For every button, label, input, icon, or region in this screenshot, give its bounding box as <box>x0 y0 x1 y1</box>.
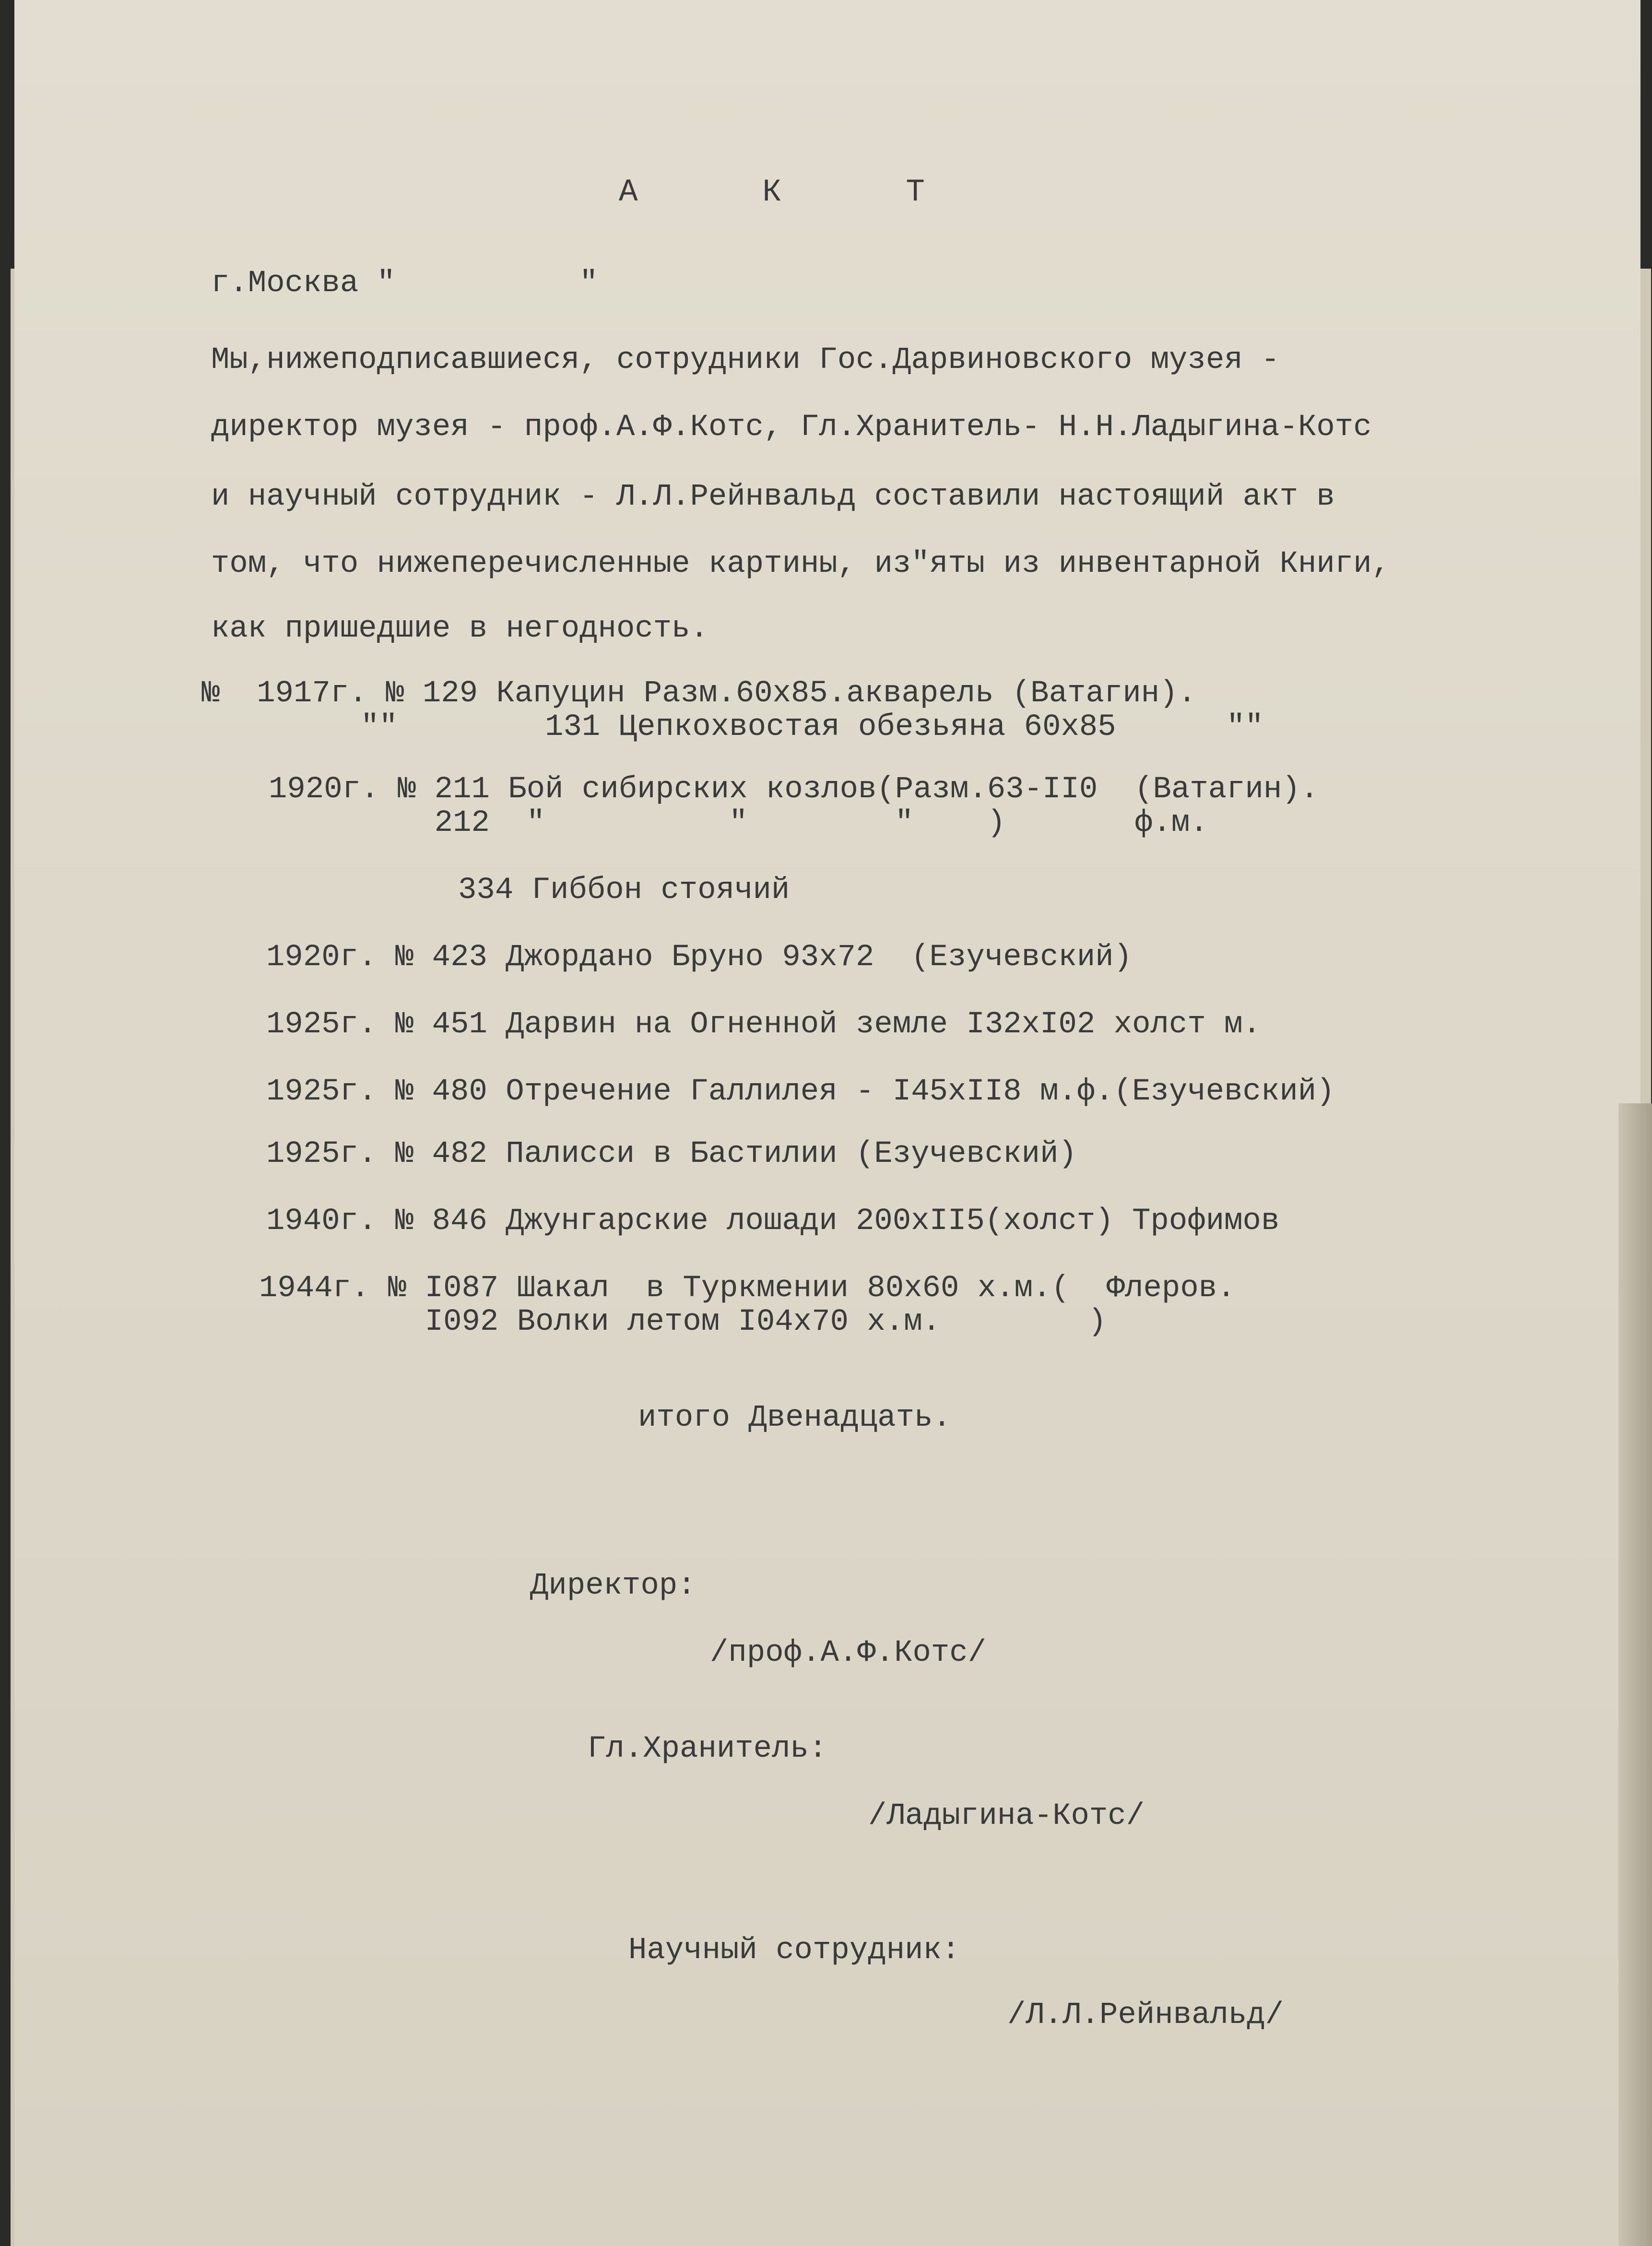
keeper-name: /Ладыгина-Котс/ <box>868 1799 1145 1833</box>
item-1920-423: 1920г. № 423 Джордано Бруно 93х72 (Езучевский) <box>266 940 1133 975</box>
intro-line-4: том, что нижеперечисленные картины, из"яты из инвентарной Книги, <box>211 547 1390 581</box>
researcher-label: Научный сотрудник: <box>628 1933 960 1968</box>
page-edge-shadow <box>1618 1103 1652 2246</box>
item-1917-131: "" 131 Цепкохвостая обезьяна 60х85 "" <box>269 710 1263 745</box>
keeper-label: Гл.Хранитель: <box>588 1732 827 1766</box>
intro-line-1: Мы,нижеподписавшиеся, сотрудники Гос.Дарвиновского музея - <box>211 343 1280 378</box>
researcher-name: /Л.Л.Рейнвальд/ <box>1007 1998 1284 2033</box>
item-1917-129: № 1917г. № 129 Капуцин Разм.60х85.акварель (Ватагин). <box>201 676 1196 711</box>
item-1925-451: 1925г. № 451 Дарвин на Огненной земле I32хI02 холст м. <box>266 1007 1261 1042</box>
intro-line-5: как пришедшие в негодность. <box>211 612 708 646</box>
document-page <box>14 0 1640 2246</box>
item-1925-482: 1925г. № 482 Палисси в Бастилии (Езучевский) <box>266 1137 1077 1171</box>
item-1920-212: 212 " " " ) ф.м. <box>269 806 1208 840</box>
director-label: Директор: <box>530 1569 696 1603</box>
director-name: /проф.А.Ф.Котс/ <box>710 1636 987 1670</box>
intro-line-3: и научный сотрудник - Л.Л.Рейнвальд составили настоящий акт в <box>211 480 1335 514</box>
item-1944-1092: I092 Волки летом I04х70 х.м. ) <box>259 1305 1107 1339</box>
document-title: А К Т <box>619 174 978 210</box>
total-line: итого Двенадцать. <box>638 1401 951 1435</box>
item-1925-480: 1925г. № 480 Отречение Галлилея - I45хII8 м.ф.(Езучевский) <box>266 1075 1335 1109</box>
item-334: 334 Гиббон стоячий <box>458 873 790 908</box>
item-1920-211: 1920г. № 211 Бой сибирских козлов(Разм.63-II0 (Ватагин). <box>269 772 1319 807</box>
place-date-line: г.Москва " " <box>211 266 598 301</box>
intro-line-2: директор музея - проф.А.Ф.Котс, Гл.Хранитель- Н.Н.Ладыгина-Котс <box>211 410 1372 445</box>
item-1944-1087: 1944г. № I087 Шакал в Туркмении 80х60 х.м.( Флеров. <box>259 1271 1236 1306</box>
item-1940-846: 1940г. № 846 Джунгарские лошади 200хII5(холст) Трофимов <box>266 1204 1280 1239</box>
